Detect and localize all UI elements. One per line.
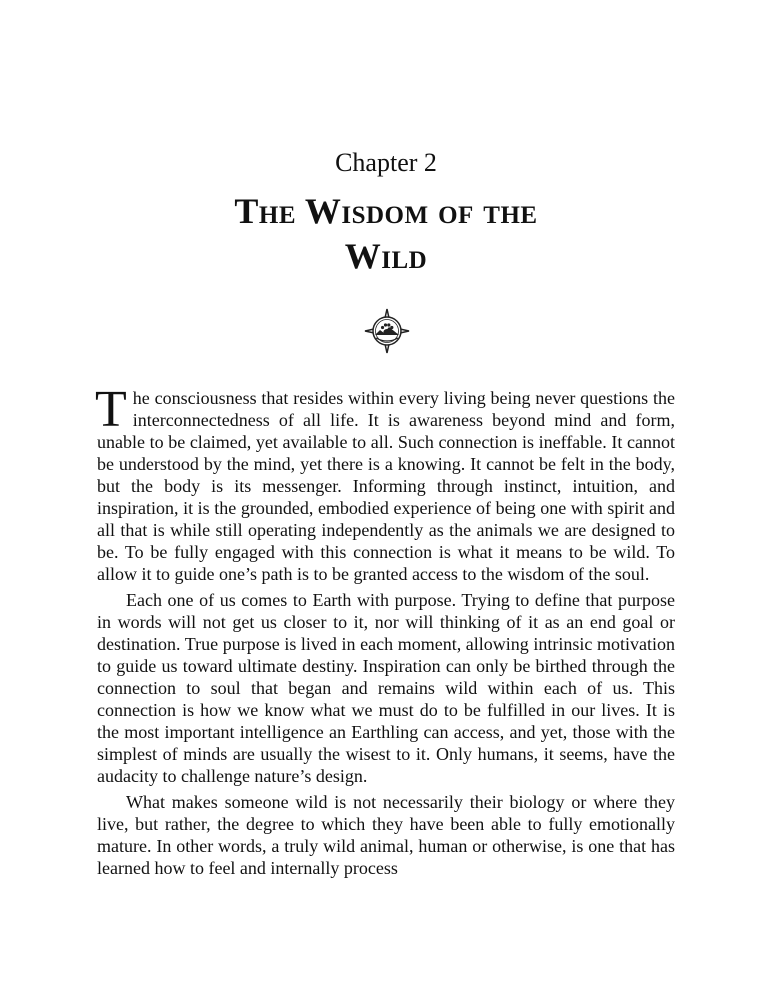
paw-compass-ornament-icon (364, 308, 410, 354)
chapter-title (120, 189, 652, 279)
chapter-title-line-2: Wild (344, 236, 428, 276)
chapter-label: Chapter 2 (335, 148, 437, 177)
paragraph-1 (95, 381, 675, 585)
paragraph-2: Each one of us comes to Earth with purpose. Trying to define that purpose in words will not get us closer to it, nor will thinking of it as an end goal or destination. True purpose is lived in each moment, allowing intrinsic motivation to guide us toward ultimate destiny. Inspiration can only be birthed through the connection to soul that began and remains wild within each of us. This connection is how we know what we must do to be fulfilled in our lives. It is the most important intelligence an Earthling can access, and yet, those with the simplest of minds are usually the wisest to it. Only humans, it seems, have the audacity to challenge nature’s design. (97, 590, 675, 786)
paragraph-1-text: he consciousness that resides within every living being never questions the interconnectedness of all life. It is awareness beyond mind and form, unable to be claimed, yet available to all. Such connection is ineffable. It cannot be understood by the mind, yet there is a knowing. It cannot be felt in the body, but the body is its messenger. Informing through instinct, intuition, and inspiration, it is the grounded, embodied experience of being one with spirit and all that is while still operating independently as the animals we are designed to be. To be fully engaged with this connection is what it means to be wild. To allow it to guide one’s path is to be granted access to the wisdom of the soul. (97, 388, 675, 584)
paragraph-3: What makes someone wild is not necessarily their biology or where they live, but rather, the degree to which they have been able to fully emotionally mature. In other words, a truly wild animal, human or otherwise, is one that has learned how to feel and internally process (97, 792, 675, 878)
drop-cap: T (95, 381, 127, 438)
chapter-title-line-1: The Wisdom of the (234, 191, 538, 231)
chapter-body (95, 381, 675, 879)
